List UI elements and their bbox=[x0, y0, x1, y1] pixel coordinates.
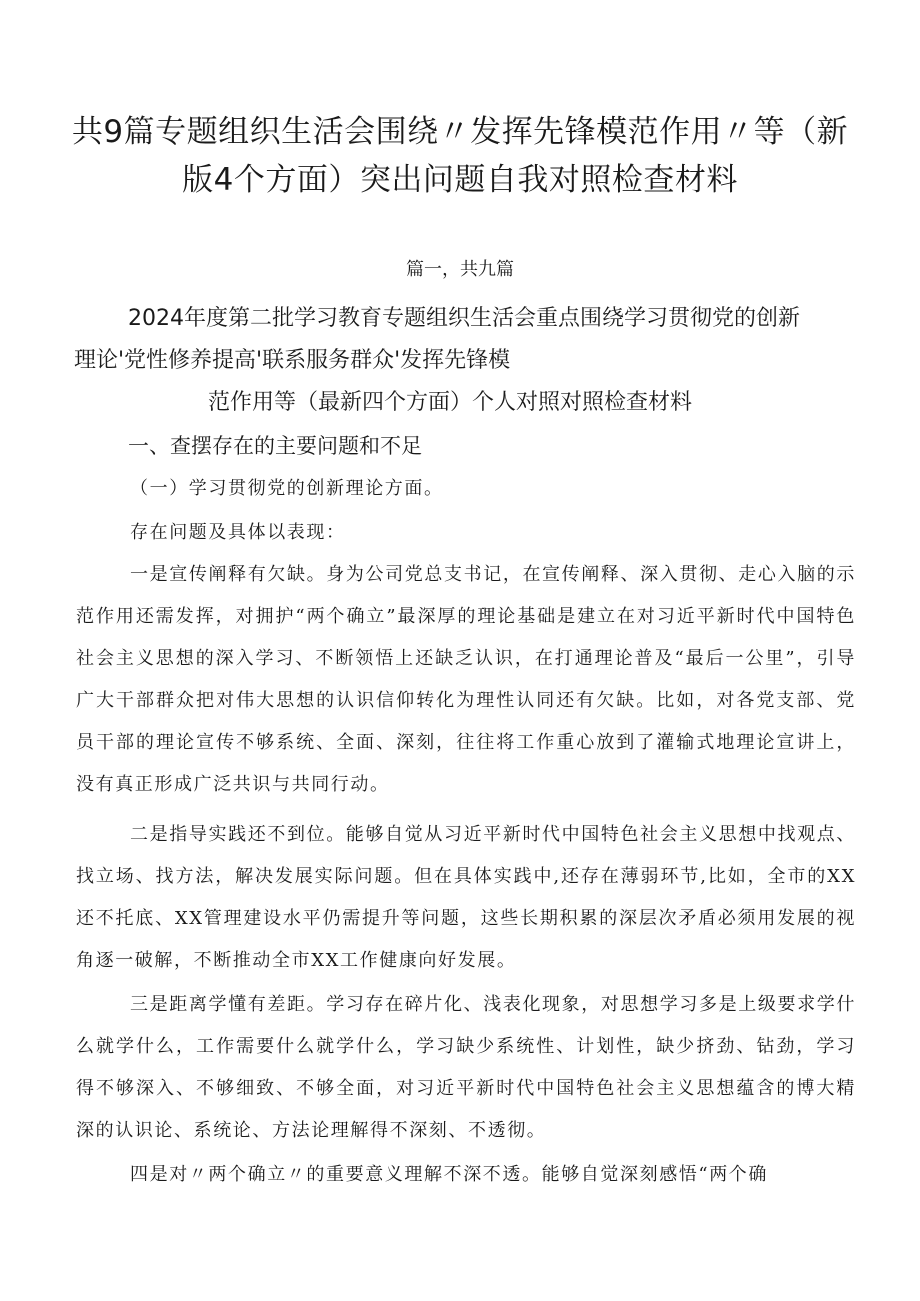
title-line-1: 共9篇专题组织生活会围绕〃发挥先锋模范作用〃等（新 bbox=[71, 114, 849, 150]
body-paragraph-2: 二是指导实践还不到位。能够自觉从习近平新时代中国特色社会主义思想中找观点、找立场、找方法，解决发展实际问题。但在具体实践中,还存在薄弱环节,比如，全市的XX还不托底、XX管理建设水平仍需提升等问题，这些长期积累的深层次矛盾必须用发展的视角逐一破解，不断推动全市XX工作健康向好发展。 bbox=[76, 824, 856, 971]
subtitle-line-1: 2024年度第二批学习教育专题组织生活会重点围绕学习贯彻党的创新 bbox=[128, 306, 800, 331]
subsection-heading: （一）学习贯彻党的创新理论方面。 bbox=[130, 478, 444, 499]
title-line-2: 版4个方面）突出问题自我对照检查材料 bbox=[182, 162, 738, 198]
subtitle-line-2: 理论'党性修养提高'联系服务群众'发挥先锋模 bbox=[74, 348, 511, 373]
body-paragraph-1: 一是宣传阐释有欠缺。身为公司党总支书记，在宣传阐释、深入贯彻、走心入脑的示范作用还需发挥，对拥护“两个确立”最深厚的理论基础是建立在对习近平新时代中国特色社会主义思想的深入学习、不断领悟上还缺乏认识，在打通理论普及“最后一公里”，引导广大干部群众把对伟大思想的认识信仰转化为理性认同还有欠缺。比如，对各党支部、党员干部的理论宣传不够系统、全面、深刻，往往将工作重心放到了灌输式地理论宣讲上，没有真正形成广泛共识与共同行动。 bbox=[76, 564, 856, 795]
article-subtitle bbox=[70, 298, 860, 424]
section-heading: 一、查摆存在的主要问题和不足 bbox=[128, 434, 422, 458]
section-label: 篇一，共九篇 bbox=[406, 259, 514, 280]
subtitle-line-3: 范作用等（最新四个方面）个人对照对照检查材料 bbox=[208, 390, 693, 415]
document-title bbox=[70, 108, 850, 204]
body-paragraph-4: 四是对〃两个确立〃的重要意义理解不深不透。能够自觉深刻感悟“两个确 bbox=[130, 1164, 768, 1185]
body-paragraph-3: 三是距离学懂有差距。学习存在碎片化、浅表化现象，对思想学习多是上级要求学什么就学什么，工作需要什么就学什么，学习缺少系统性、计划性，缺少挤劲、钻劲，学习得不够深入、不够细致、不够全面，对习近平新时代中国特色社会主义思想蕴含的博大精深的认识论、系统论、方法论理解得不深刻、不透彻。 bbox=[76, 994, 856, 1141]
intro-line: 存在问题及具体以表现： bbox=[130, 522, 346, 543]
